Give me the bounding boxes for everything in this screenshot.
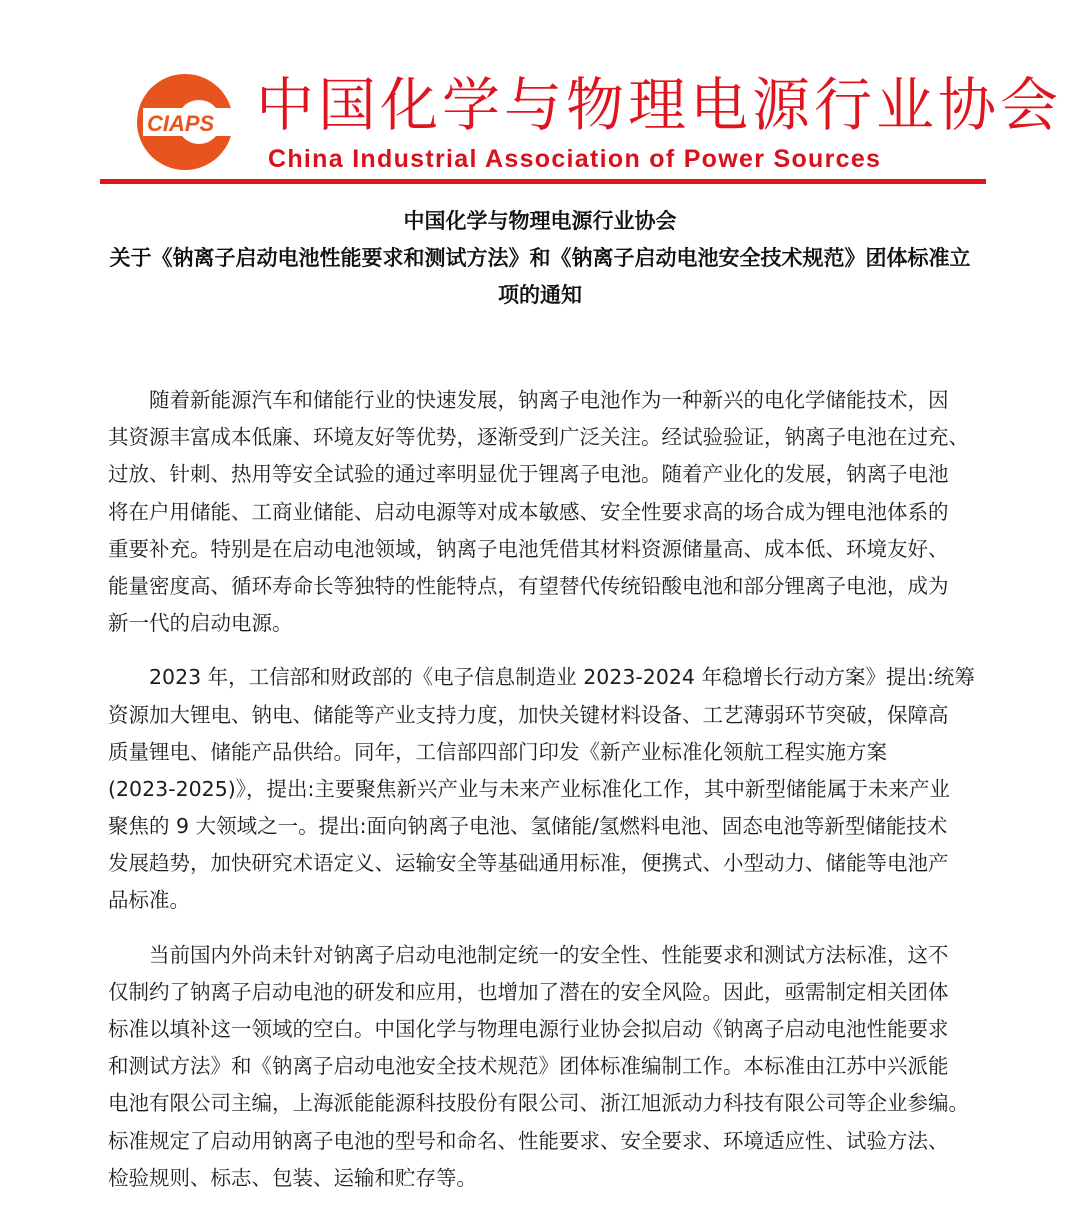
title-line-3: 项的通知 <box>498 283 582 307</box>
text-line: 随着新能源汽车和储能行业的快速发展，钠离子电池作为一种新兴的电化学储能技术，因 <box>149 388 949 412</box>
text-line: 标准规定了启动用钠离子电池的型号和命名、性能要求、安全要求、环境适应性、试验方法、 <box>108 1128 949 1153</box>
paragraph-1 <box>108 382 978 642</box>
text-line: 发展趋势，加快研究术语定义、运输安全等基础通用标准，便携式、小型动力、储能等电池产 <box>108 851 949 876</box>
text-line: 资源加大锂电、钠电、储能等产业支持力度，加快关键材料设备、工艺薄弱环节突破，保障高 <box>108 702 949 727</box>
text-line: 品标准。 <box>108 888 190 913</box>
text-line: 将在户用储能、工商业储能、启动电源等对成本敏感、安全性要求高的场合成为锂电池体系的 <box>108 499 949 524</box>
title-line-1: 中国化学与物理电源行业协会 <box>403 209 677 233</box>
org-name-en: China Industrial Association of Power Sources <box>268 145 882 173</box>
text-line: 仅制约了钠离子启动电池的研发和应用，也增加了潜在的安全风险。因此，亟需制定相关团体 <box>108 979 949 1004</box>
text-line: (2023-2025)》，提出:主要聚焦新兴产业与未来产业标准化工作，其中新型储能属于未来产业 <box>108 776 950 801</box>
letterhead <box>0 0 1080 200</box>
org-name-cn: 中国化学与物理电源行业协会 <box>256 71 1063 139</box>
title-line-2: 关于《钠离子启动电池性能要求和测试方法》和《钠离子启动电池安全技术规范》团体标准立 <box>109 246 971 270</box>
text-line: 过放、针刺、热用等安全试验的通过率明显优于锂离子电池。随着产业化的发展，钠离子电池 <box>108 462 949 487</box>
text-line: 电池有限公司主编，上海派能能源科技股份有限公司、浙江旭派动力科技有限公司等企业参编。 <box>108 1091 969 1116</box>
notice-title <box>0 203 1080 314</box>
text-line: 质量锂电、储能产品供给。同年，工信部四部门印发《新产业标准化领航工程实施方案 <box>108 739 887 764</box>
paragraph-3 <box>108 937 978 1197</box>
notice-body <box>108 382 978 1214</box>
text-line: 能量密度高、循环寿命长等独特的性能特点，有望替代传统铅酸电池和部分锂离子电池，成为 <box>108 573 949 598</box>
ciaps-logo-icon <box>133 72 245 172</box>
paragraph-2 <box>108 659 978 919</box>
text-line: 聚焦的 9 大领域之一。提出:面向钠离子电池、氢储能/氢燃料电池、固态电池等新型储能技术 <box>108 814 948 839</box>
text-line: 检验规则、标志、包装、运输和贮存等。 <box>108 1165 477 1190</box>
text-line: 2023 年，工信部和财政部的《电子信息制造业 2023-2024 年稳增长行动方案》提出:统筹 <box>149 665 975 690</box>
text-line: 和测试方法》和《钠离子启动电池安全技术规范》团体标准编制工作。本标准由江苏中兴派能 <box>108 1054 949 1079</box>
header-divider <box>100 179 986 184</box>
svg-text:CIAPS: CIAPS <box>147 111 215 136</box>
text-line: 当前国内外尚未针对钠离子启动电池制定统一的安全性、性能要求和测试方法标准，这不 <box>149 942 949 967</box>
text-line: 新一代的启动电源。 <box>108 611 293 636</box>
text-line: 其资源丰富成本低廉、环境友好等优势，逐渐受到广泛关注。经试验验证，钠离子电池在过充、 <box>108 425 969 450</box>
text-line: 重要补充。特别是在启动电池领域，钠离子电池凭借其材料资源储量高、成本低、环境友好、 <box>108 536 949 561</box>
text-line: 标准以填补这一领域的空白。中国化学与物理电源行业协会拟启动《钠离子启动电池性能要求 <box>108 1017 949 1041</box>
